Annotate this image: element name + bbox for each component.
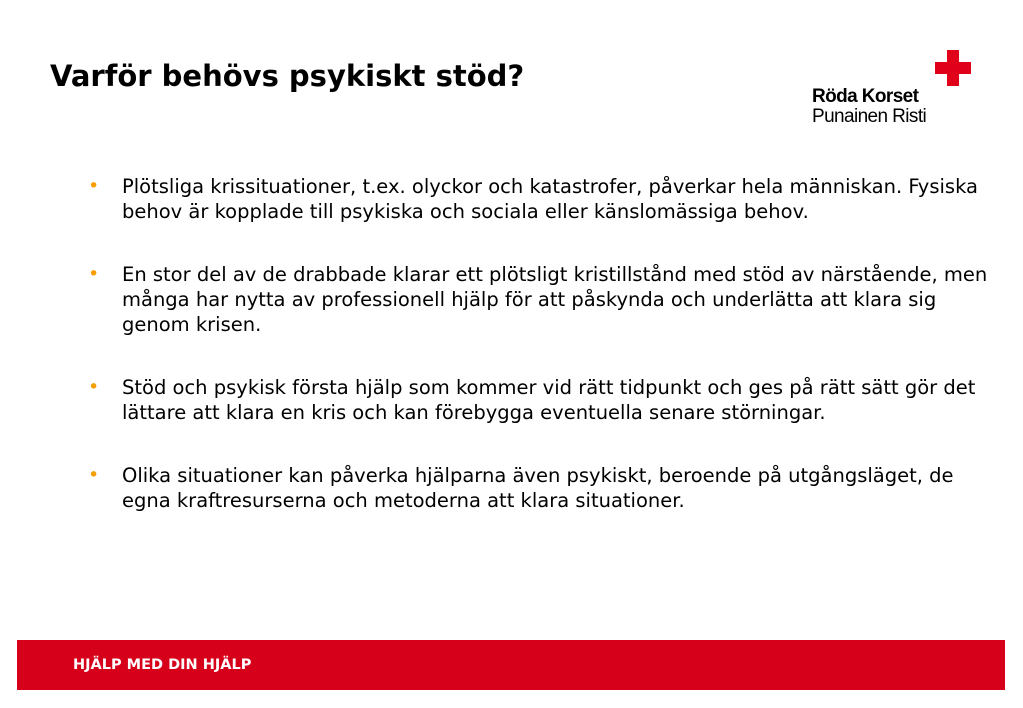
- bullet-marker-icon: •: [88, 376, 100, 398]
- logo-text-finnish: Punainen Risti: [812, 106, 927, 127]
- bullet-list: [88, 174, 988, 551]
- footer-bar: [17, 640, 1005, 690]
- red-cross-logo: [810, 50, 975, 130]
- bullet-text: Olika situationer kan påverka hjälparna även psykiskt, beroende på utgångsläget, de egna kraftresurserna och metoderna att klara situationer.: [122, 464, 954, 512]
- bullet-marker-icon: •: [88, 263, 100, 285]
- bullet-item-2: [88, 262, 988, 337]
- bullet-item-1: [88, 174, 988, 224]
- bullet-item-3: [88, 375, 988, 425]
- bullet-item-4: [88, 463, 988, 513]
- footer-slogan: HJÄLP MED DIN HJÄLP: [73, 657, 252, 673]
- slide-title: Varför behövs psykiskt stöd?: [50, 59, 525, 93]
- bullet-marker-icon: •: [88, 464, 100, 486]
- bullet-text: En stor del av de drabbade klarar ett plötsligt kristillstånd med stöd av närstående, men många har nytta av professionell hjälp för att påskynda och underlätta att klara sig genom krisen.: [122, 263, 988, 336]
- red-cross-icon: [935, 50, 971, 86]
- bullet-text: Plötsliga krissituationer, t.ex. olyckor och katastrofer, påverkar hela människan. Fysiska behov är kopplade till psykiska och sociala eller känslomässiga behov.: [122, 175, 978, 223]
- logo-text-swedish: Röda Korset: [812, 86, 919, 107]
- bullet-marker-icon: •: [88, 175, 100, 197]
- bullet-text: Stöd och psykisk första hjälp som kommer vid rätt tidpunkt och ges på rätt sätt gör det lättare att klara en kris och kan förebygga eventuella senare störningar.: [122, 376, 976, 424]
